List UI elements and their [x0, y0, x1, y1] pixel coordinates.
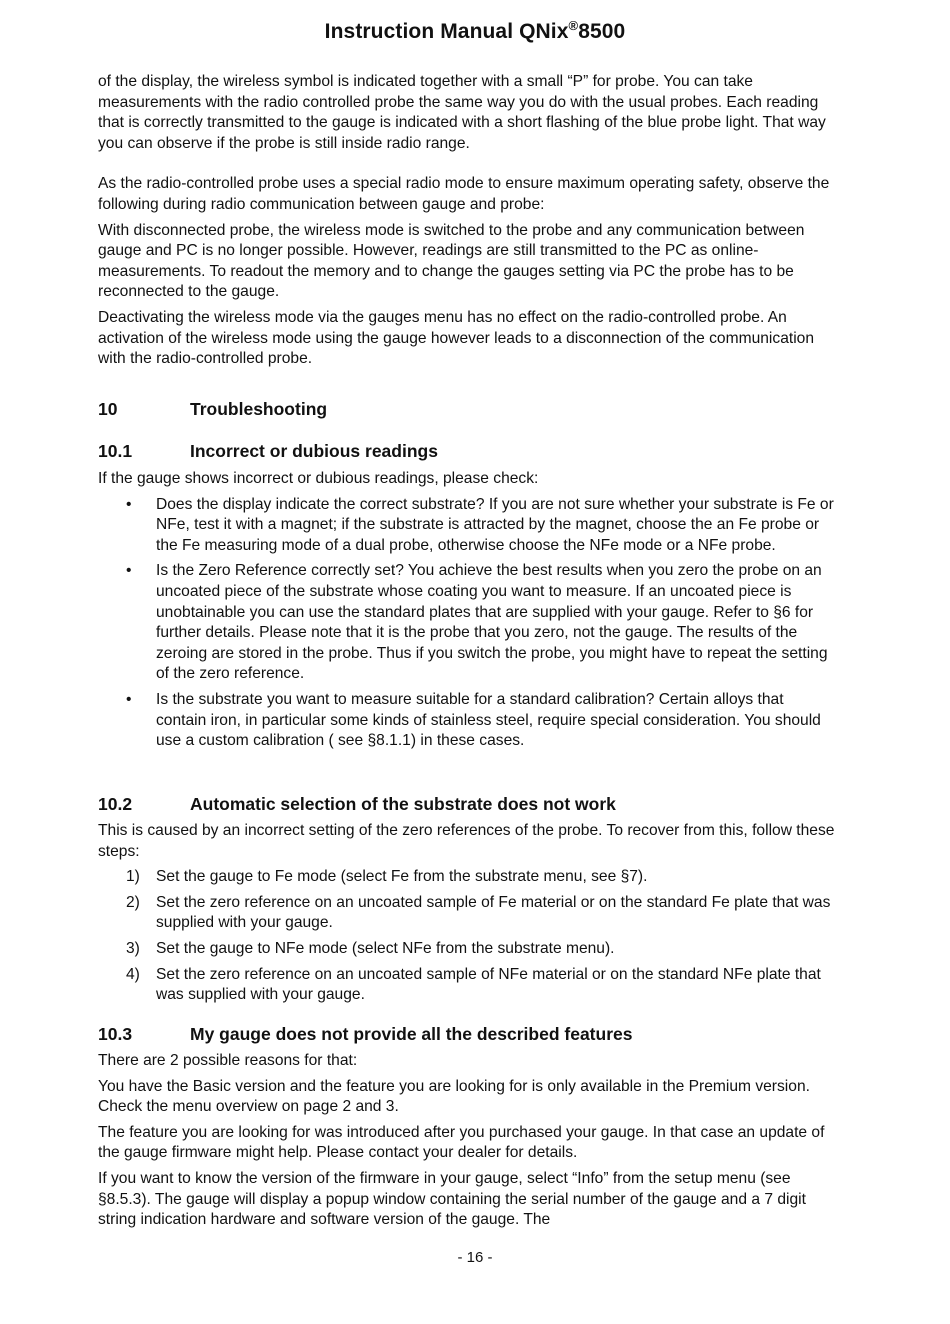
paragraph: There are 2 possible reasons for that:	[98, 1052, 358, 1069]
item-number: 4)	[126, 965, 140, 983]
list-item-text: Does the display indicate the correct substrate? If you are not sure whether your substrate is Fe or NFe, test it with a magnet; if the substrate is attracted by the magnet, choose the an Fe probe or the Fe measuring mode of a dual probe, otherwise choose the NFe mode or a NFe probe.	[156, 495, 834, 554]
bullet: •	[126, 495, 132, 513]
item-number: 2)	[126, 893, 140, 911]
section-10-2-body	[98, 821, 838, 1006]
list-item	[98, 561, 838, 685]
section-title: Automatic selection of the substrate does not work	[190, 794, 616, 814]
numbered-item-text: Set the gauge to Fe mode (select Fe from the substrate menu, see §7).	[156, 868, 648, 886]
list-item-text: Is the substrate you want to measure suitable for a standard calibration? Certain alloys that contain iron, in particular some kinds of stainless steel, require special consideration. You should use a custom calibration ( see §8.1.1) in these cases.	[156, 690, 821, 750]
paragraph: Deactivating the wireless mode via the gauges menu has no effect on the radio-controlled probe. An activation of the wireless mode using the gauge however leads to a disconnection of the communication with the radio-controlled probe.	[98, 308, 815, 368]
paragraph: With disconnected probe, the wireless mode is switched to the probe and any communication between gauge and PC is no longer possible. However, readings are still transmitted to the PC as online-measurements. To readout the memory and to change the gauges setting via PC the probe has to be reconnected to the gauge.	[98, 221, 805, 301]
subsection-heading	[98, 441, 438, 462]
registered-mark: ®	[568, 18, 579, 33]
section-number: 10.1	[98, 441, 133, 461]
manual-title: Instruction Manual QNix	[324, 20, 569, 43]
subsection-heading	[98, 1024, 632, 1045]
section-title: My gauge does not provide all the described features	[190, 1024, 633, 1044]
numbered-item-text: Set the zero reference on an uncoated sample of NFe material or on the standard NFe plate that was supplied with your gauge.	[156, 965, 821, 1004]
section-title: Incorrect or dubious readings	[190, 441, 438, 461]
paragraph: If you want to know the version of the firmware in your gauge, select “Info” from the setup menu (see §8.5.3). The gauge will display a popup window containing the serial number of the gauge and a 7 digit string indication hardware and software version of the gauge. The	[98, 1169, 806, 1229]
bullet: •	[126, 562, 132, 580]
numbered-item	[98, 965, 838, 1006]
numbered-item	[98, 867, 838, 888]
subsection-heading	[98, 794, 616, 815]
model-number: 8500	[578, 20, 626, 43]
paragraph: As the radio-controlled probe uses a special radio mode to ensure maximum operating safety, observe the following during radio communication between gauge and probe:	[98, 175, 830, 213]
numbered-item-text: Set the zero reference on an uncoated sample of Fe material or on the standard Fe plate that was supplied with your gauge.	[156, 893, 831, 932]
item-number: 3)	[126, 939, 140, 957]
section-title: Troubleshooting	[190, 399, 328, 419]
list-item	[98, 495, 838, 557]
section-number: 10	[98, 399, 118, 419]
numbered-item-text: Set the gauge to NFe mode (select NFe from the substrate menu).	[156, 939, 615, 957]
paragraph: The feature you are looking for was introduced after you purchased your gauge. In that case an update of the gauge firmware might help. Please contact your dealer for details.	[98, 1123, 825, 1162]
bullet: •	[126, 690, 132, 708]
list-item-text: Is the Zero Reference correctly set? You achieve the best results when you zero the probe on an uncoated piece of the substrate whose coating you want to measure. If an uncoated piece is unobtainable you can use the standard plates that are supplied with your gauge. Refer to §6 for further details. Please note that it is the probe that you zero, not the gauge. The results of the zeroing are stored in the probe. Thus if you switch the probe, you might have to repeat the setting of the zero reference.	[156, 562, 828, 683]
page-number: - 16 -	[457, 1249, 493, 1266]
numbered-item	[98, 939, 838, 960]
paragraph: of the display, the wireless symbol is indicated together with a small “P” for probe. You can take measurements with the radio controlled probe the same way you do with the usual probes. Each reading that is correctly transmitted to the gauge is indicated with a short flashing of the blue probe light. That way you can observe if the probe is still inside radio range.	[98, 73, 826, 152]
item-number: 1)	[126, 868, 140, 886]
intro-block	[98, 72, 838, 370]
section-number: 10.2	[98, 794, 133, 814]
page-header	[0, 18, 950, 44]
section-10-1-body	[98, 469, 838, 752]
paragraph: You have the Basic version and the feature you are looking for is only available in the Premium version. Check the menu overview on page 2 and 3.	[98, 1077, 810, 1116]
list-item	[98, 690, 838, 752]
section-number: 10.3	[98, 1024, 133, 1044]
section-10-3-body	[98, 1051, 838, 1231]
section-heading	[98, 399, 327, 420]
lead-text: This is caused by an incorrect setting of the zero references of the probe. To recover from this, follow these steps:	[98, 822, 835, 860]
numbered-item	[98, 893, 838, 934]
lead-text: If the gauge shows incorrect or dubious readings, please check:	[98, 470, 539, 487]
